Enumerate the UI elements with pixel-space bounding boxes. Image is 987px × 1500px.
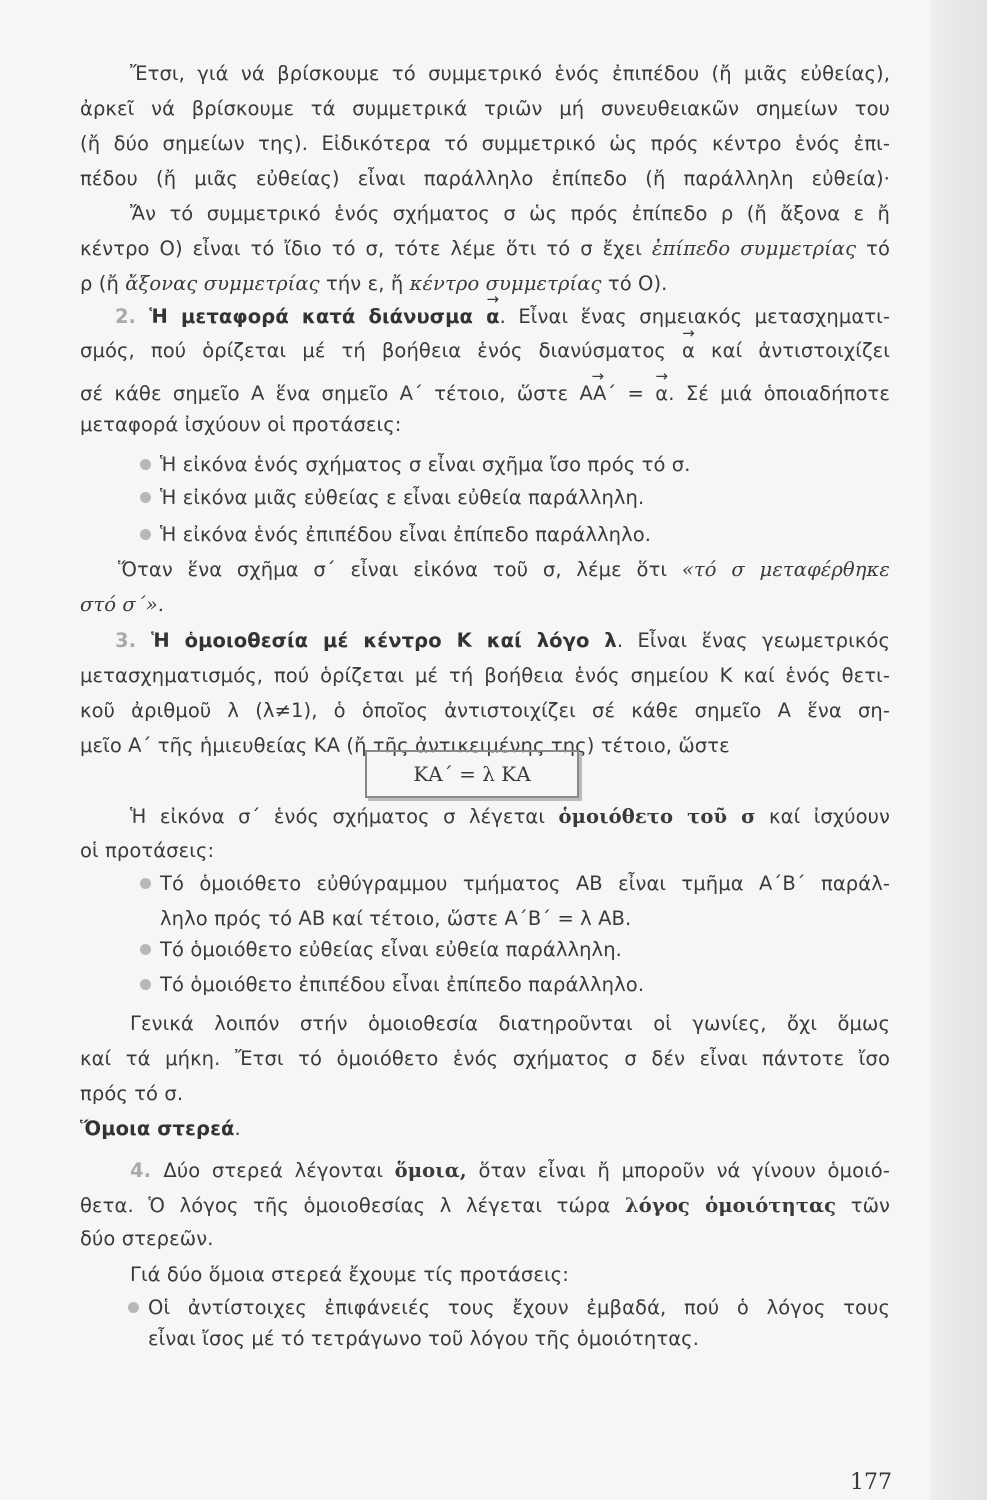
text-line [80, 236, 890, 262]
text-line [80, 96, 890, 122]
text-segment: σέ κάθε σημεῖο Α ἕνα σημεῖο Α΄ τέτοιο, ὥστε [80, 382, 580, 405]
boxed-formula: ΚΑ΄ = λ ΚΑ [365, 750, 579, 798]
text-segment: . Εἶναι ἕνας γεωμετρικός [616, 629, 890, 652]
text-segment: ἀρκεῖ νά βρίσκουμε τά συμμετρικά τριῶν μή συνευθειακῶν σημείων του [80, 97, 890, 120]
text-segment: λόγος ὁμοιότητας [624, 1194, 837, 1217]
text-line [115, 628, 890, 654]
text-line [80, 131, 890, 157]
text-segment: καί ἀντιστοιχίζει [695, 339, 890, 362]
text-line [80, 412, 890, 438]
text-segment: ρ (ἤ [80, 272, 126, 295]
text-segment: Δύο στερεά λέγονται [163, 1159, 395, 1182]
text-segment: Ὅμοια στερεά [80, 1117, 235, 1140]
text-segment: μετασχηματισμός, πού ὁρίζεται μέ τή βοήθεια ἑνός σημείου Κ καί ἑνός θετι- [80, 664, 890, 687]
bullet-icon [140, 492, 151, 503]
bullet-icon [140, 979, 151, 990]
bullet-item-line [160, 937, 890, 963]
text-line [80, 1193, 890, 1219]
text-line [130, 201, 890, 227]
text-segment: . [234, 1117, 241, 1140]
text-line [130, 804, 890, 830]
bullet-icon [140, 459, 151, 470]
text-line [80, 166, 890, 192]
text-segment: Γενικά λοιπόν στήν ὁμοιοθεσία διατηροῦνται οἱ γωνίες, ὄχι ὅμως [130, 1012, 890, 1035]
text-segment: Ἡ εἰκόνα ἑνός ἐπιπέδου εἶναι ἐπίπεδο παράλληλο. [160, 523, 652, 546]
text-line [80, 1226, 890, 1252]
text-segment: Τό ὁμοιόθετο ἐπιπέδου εἶναι ἐπίπεδο παράλληλο. [160, 973, 645, 996]
text-segment: Ἔτσι, γιά νά βρίσκουμε τό συμμετρικό ἑνός ἐπιπέδου (ἤ μιᾶς εὐθείας), [130, 62, 890, 85]
bullet-item-line [148, 1295, 890, 1321]
text-segment: κοῦ ἀριθμοῦ λ (λ≠1), ὁ ὁποῖος ἀντιστοιχίζει σέ κάθε σημεῖο Α ἕνα ση- [80, 699, 890, 722]
bullet-icon [140, 878, 151, 889]
text-segment: μεταφορά ἰσχύουν οἱ προτάσεις: [80, 413, 402, 436]
section-number: 2. [115, 305, 150, 328]
vector-symbol: → ΑΑ΄ [580, 381, 617, 407]
text-line [160, 906, 890, 932]
text-line [80, 698, 890, 724]
bullet-item-line [160, 485, 890, 511]
text-line [115, 304, 890, 330]
text-segment: Ἡ εἰκόνα μιᾶς εὐθείας ε εἶναι εὐθεία παράλληλη. [160, 486, 645, 509]
text-line [118, 557, 890, 583]
text-segment: τό [856, 237, 890, 260]
text-segment: ὁμοιόθετο τοῦ σ [558, 805, 756, 828]
text-segment: . Εἶναι ἕνας σημειακός μετασχηματι- [499, 305, 890, 328]
page-edge-shadow [930, 0, 987, 1500]
text-segment: Ἡ εἰκόνα σ΄ ἑνός σχήματος σ λέγεται [130, 805, 559, 828]
text-segment: Ὅταν ἕνα σχῆμα σ΄ εἶναι εἰκόνα τοῦ σ, λέμε ὅτι [118, 558, 682, 581]
section-number: 3. [115, 629, 152, 652]
text-segment: Ἡ μεταφορά κατά διάνυσμα [149, 305, 487, 328]
text-segment: = [616, 382, 656, 405]
text-segment: εἶναι ἴσος μέ τό τετράγωνο τοῦ λόγου τῆς ὁμοιότητας. [148, 1327, 700, 1350]
text-segment: στό σ΄». [80, 593, 165, 616]
bullet-item-line [160, 871, 890, 897]
text-segment: θετα. Ὁ λόγος τῆς ὁμοιοθεσίας λ λέγεται τώρα [80, 1194, 625, 1217]
vector-symbol: → α [486, 304, 500, 330]
text-segment: καί τά μήκη. Ἔτσι τό ὁμοιόθετο ἑνός σχήματος σ δέν εἶναι πάντοτε ἴσο [80, 1047, 890, 1070]
text-segment: μεῖο Α΄ τῆς ἡμιευθείας ΚΑ (ἤ τῆς ἀντικειμένης της) τέτοιο, ὥστε [80, 734, 730, 757]
text-segment: καί ἰσχύουν [755, 805, 891, 828]
bullet-item-line [160, 972, 890, 998]
text-line [80, 663, 890, 689]
text-segment: δύο στερεῶν. [80, 1227, 214, 1250]
text-line [80, 271, 890, 297]
text-segment: τῶν [836, 1194, 890, 1217]
bullet-icon [140, 944, 151, 955]
text-line [80, 592, 890, 618]
vector-symbol: → α [682, 338, 695, 364]
text-line [80, 381, 890, 407]
vector-symbol: → α [655, 381, 668, 407]
text-segment: πρός τό σ. [80, 1082, 184, 1105]
text-segment: Οἱ ἀντίστοιχες ἐπιφάνειές τους ἔχουν ἐμβαδά, πού ὁ λόγος τους [148, 1296, 890, 1319]
text-segment: οἱ προτάσεις: [80, 839, 215, 862]
text-segment: πέδου (ἤ μιᾶς εὐθείας) εἶναι παράλληλο ἐπίπεδο (ἤ παράλληλη εὐθεία)· [80, 167, 890, 190]
text-segment: (ἤ δύο σημείων της). Εἰδικότερα τό συμμετρικό ὡς πρός κέντρο ἑνός ἐπι- [80, 132, 890, 155]
text-segment: Ἄν τό συμμετρικό ἑνός σχήματος σ ὡς πρός ἐπίπεδο ρ (ἤ ἄξονα ε ἤ [130, 202, 890, 225]
text-segment: ὅμοια, [394, 1159, 467, 1182]
text-line [130, 1262, 890, 1288]
bullet-icon [140, 529, 151, 540]
text-segment: κέντρο συμμετρίας [409, 272, 602, 295]
bullet-item-line [160, 522, 890, 548]
text-segment: κέντρο Ο) εἶναι τό ἴδιο τό σ, τότε λέμε ὅτι τό σ ἔχει [80, 237, 652, 260]
text-line [80, 838, 890, 864]
text-line [130, 1011, 890, 1037]
text-segment: σμός, πού ὁρίζεται μέ τή βοήθεια ἑνός διανύσματος [80, 339, 683, 362]
text-line [130, 61, 890, 87]
page-number: 177 [850, 1470, 892, 1495]
text-segment: ληλο πρός τό ΑΒ καί τέτοιο, ὥστε Α΄Β΄ = λ ΑΒ. [160, 907, 632, 930]
text-segment: «τό σ μεταφέρθηκε [681, 558, 890, 581]
text-segment: Τό ὁμοιόθετο εὐθείας εἶναι εὐθεία παράλληλη. [160, 938, 622, 961]
bullet-icon [128, 1302, 139, 1313]
text-segment: Ἡ ὁμοιοθεσία μέ κέντρο Κ καί λόγο λ [151, 629, 617, 652]
text-segment: ἐπίπεδο συμμετρίας [651, 237, 857, 260]
text-line [80, 338, 890, 364]
text-line [80, 1116, 890, 1142]
text-line [80, 1081, 890, 1107]
text-segment: Τό ὁμοιόθετο εὐθύγραμμου τμήματος ΑΒ εἶναι τμῆμα Α΄Β΄ παράλ- [160, 872, 890, 895]
text-segment: τό Ο). [601, 272, 668, 295]
text-segment: Γιά δύο ὅμοια στερεά ἔχουμε τίς προτάσεις: [130, 1263, 569, 1286]
text-segment: Ἡ εἰκόνα ἑνός σχήματος σ εἶναι σχῆμα ἴσο πρός τό σ. [160, 453, 691, 476]
text-segment: ὅταν εἶναι ἤ μποροῦν νά γίνουν ὁμοιό- [466, 1159, 890, 1182]
text-line [130, 1158, 890, 1184]
text-line [80, 1046, 890, 1072]
text-segment: τήν ε, ἤ [319, 272, 410, 295]
text-line [148, 1326, 890, 1352]
section-number: 4. [130, 1159, 164, 1182]
text-segment: . Σέ μιά ὁποιαδήποτε [668, 382, 890, 405]
bullet-item-line [160, 452, 890, 478]
text-segment: ἄξονας συμμετρίας [125, 272, 320, 295]
